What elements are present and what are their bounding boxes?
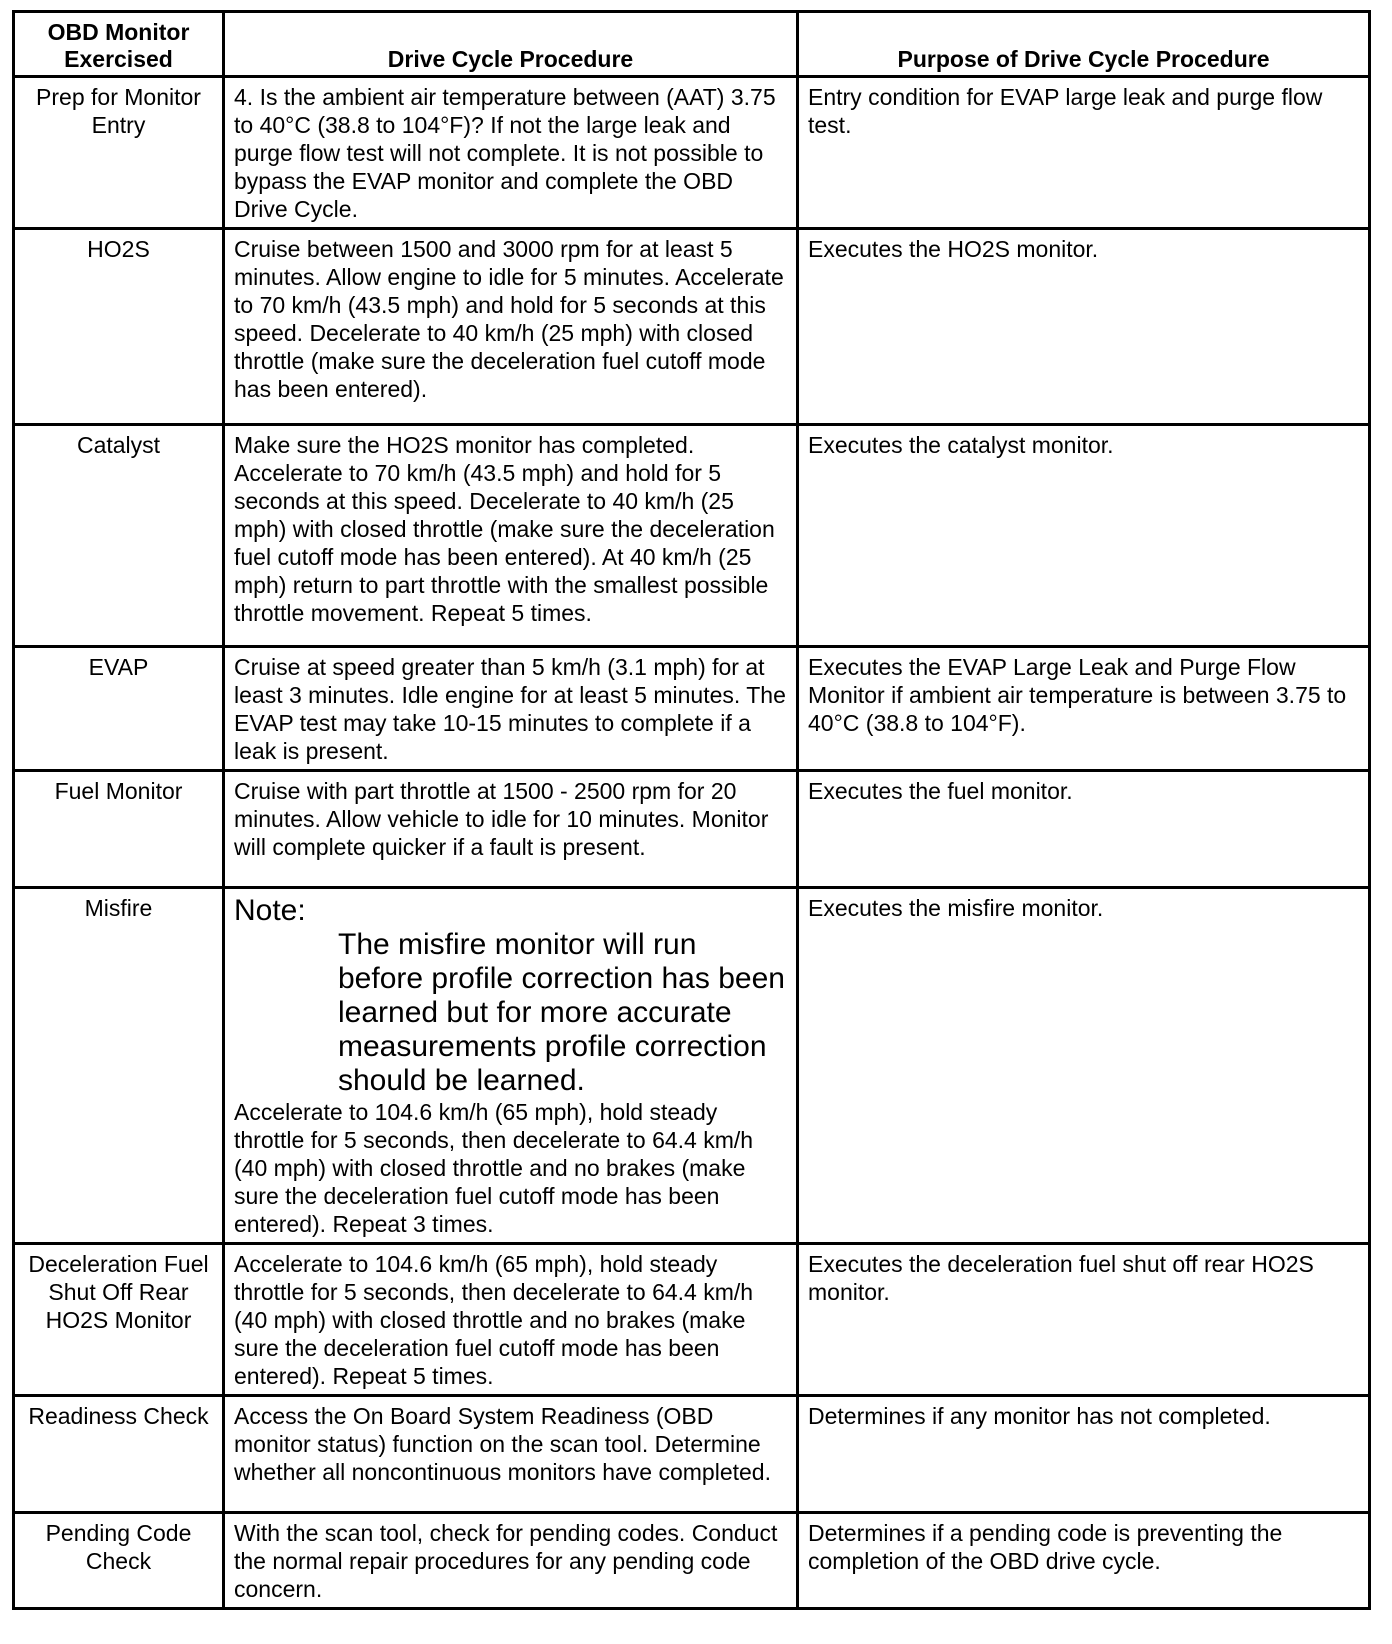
purpose-cell: Determines if any monitor has not completed.: [798, 1396, 1370, 1513]
purpose-cell: Executes the deceleration fuel shut off rear HO2S monitor.: [798, 1244, 1370, 1396]
procedure-cell: Accelerate to 104.6 km/h (65 mph), hold steady throttle for 5 seconds, then decelerate to 64.4 km/h (40 mph) with closed throttle and no brakes (make sure the deceleration fuel cutoff mode has been entered). Repeat 5 times.: [224, 1244, 798, 1396]
monitor-cell: Pending Code Check: [14, 1513, 224, 1609]
table-row: [14, 77, 1370, 229]
purpose-cell: Executes the EVAP Large Leak and Purge Flow Monitor if ambient air temperature is between 3.75 to 40°C (38.8 to 104°F).: [798, 647, 1370, 771]
monitor-cell: Misfire: [14, 888, 224, 1244]
monitor-cell: Catalyst: [14, 425, 224, 647]
monitor-cell: Prep for Monitor Entry: [14, 77, 224, 229]
note-label: Note:: [234, 894, 306, 927]
procedure-cell: Cruise between 1500 and 3000 rpm for at least 5 minutes. Allow engine to idle for 5 minutes. Accelerate to 70 km/h (43.5 mph) and hold for 5 seconds at this speed. Decelerate to 40 km/h (25 mph) with closed throttle (make sure the deceleration fuel cutoff mode has been entered).: [224, 229, 798, 425]
monitor-cell: EVAP: [14, 647, 224, 771]
procedure-cell: Make sure the HO2S monitor has completed. Accelerate to 70 km/h (43.5 mph) and hold for 5 seconds at this speed. Decelerate to 40 km/h (25 mph) with closed throttle (make sure the deceleration fuel cutoff mode has been entered). At 40 km/h (25 mph) return to part throttle with the smallest possible throttle movement. Repeat 5 times.: [224, 425, 798, 647]
drive-cycle-table: [12, 10, 1371, 1610]
purpose-cell: Entry condition for EVAP large leak and purge flow test.: [798, 77, 1370, 229]
header-procedure: Drive Cycle Procedure: [224, 12, 798, 77]
monitor-cell: Readiness Check: [14, 1396, 224, 1513]
note-text: The misfire monitor will run before profile correction has been learned but for more accurate measurements profile correction should be learned.: [338, 928, 785, 1097]
procedure-cell: [224, 888, 798, 1244]
purpose-cell: Determines if a pending code is preventing the completion of the OBD drive cycle.: [798, 1513, 1370, 1609]
table-row: [14, 647, 1370, 771]
table-row: [14, 1513, 1370, 1609]
procedure-cell: With the scan tool, check for pending codes. Conduct the normal repair procedures for any pending code concern.: [224, 1513, 798, 1609]
header-monitor: OBD Monitor Exercised: [14, 12, 224, 77]
table-row: [14, 771, 1370, 888]
header-purpose: Purpose of Drive Cycle Procedure: [798, 12, 1370, 77]
header-row: [14, 12, 1370, 77]
table-row: [14, 1244, 1370, 1396]
table-row: [14, 1396, 1370, 1513]
procedure-cell: 4. Is the ambient air temperature between (AAT) 3.75 to 40°C (38.8 to 104°F)? If not the large leak and purge flow test will not complete. It is not possible to bypass the EVAP monitor and complete the OBD Drive Cycle.: [224, 77, 798, 229]
procedure-text: Accelerate to 104.6 km/h (65 mph), hold steady throttle for 5 seconds, then decelerate to 64.4 km/h (40 mph) with closed throttle and no brakes (make sure the deceleration fuel cutoff mode has been entered). Repeat 3 times.: [234, 1099, 754, 1237]
monitor-cell: Deceleration Fuel Shut Off Rear HO2S Monitor: [14, 1244, 224, 1396]
procedure-cell: Access the On Board System Readiness (OBD monitor status) function on the scan tool. Determine whether all noncontinuous monitors have completed.: [224, 1396, 798, 1513]
monitor-cell: HO2S: [14, 229, 224, 425]
purpose-cell: Executes the fuel monitor.: [798, 771, 1370, 888]
purpose-cell: Executes the catalyst monitor.: [798, 425, 1370, 647]
table-row-misfire: [14, 888, 1370, 1244]
purpose-cell: Executes the HO2S monitor.: [798, 229, 1370, 425]
purpose-cell: Executes the misfire monitor.: [798, 888, 1370, 1244]
procedure-cell: Cruise with part throttle at 1500 - 2500 rpm for 20 minutes. Allow vehicle to idle for 10 minutes. Monitor will complete quicker if a fault is present.: [224, 771, 798, 888]
table-row: [14, 229, 1370, 425]
table-row: [14, 425, 1370, 647]
procedure-cell: Cruise at speed greater than 5 km/h (3.1 mph) for at least 3 minutes. Idle engine for at least 5 minutes. The EVAP test may take 10-15 minutes to complete if a leak is present.: [224, 647, 798, 771]
monitor-cell: Fuel Monitor: [14, 771, 224, 888]
